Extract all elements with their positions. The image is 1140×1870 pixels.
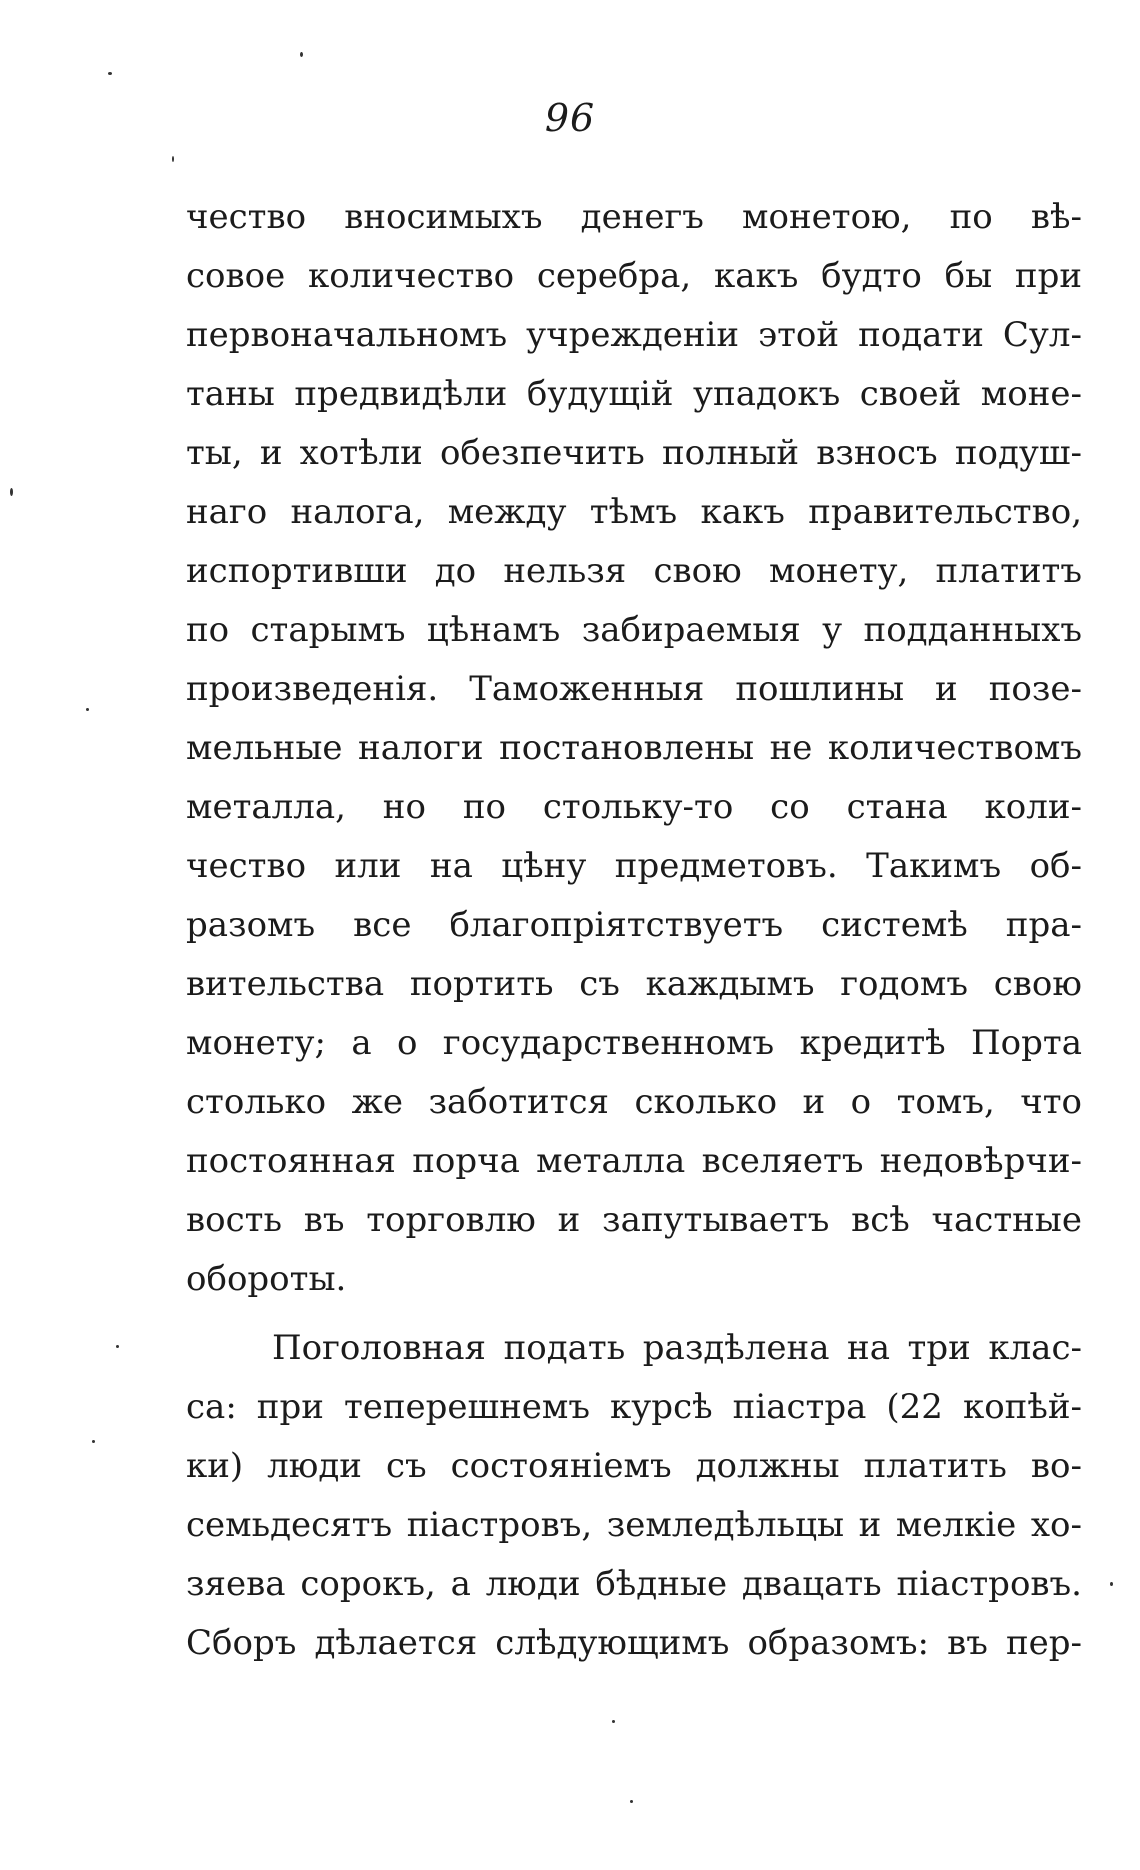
- text-line: столько же заботится сколько и о томъ, что: [186, 1082, 1082, 1122]
- text-line: таны предвидѣли будущій упадокъ своей моне-: [186, 374, 1082, 414]
- scan-speck: [108, 72, 112, 75]
- page-number: 96: [544, 96, 596, 140]
- text-line: первоначальномъ учрежденіи этой подати Сул-: [186, 315, 1082, 355]
- text-line: обороты.: [186, 1259, 347, 1299]
- text-line: испортивши до нельзя свою монету, платитъ: [186, 551, 1082, 591]
- text-line: Сборъ дѣлается слѣдующимъ образомъ: въ пер-: [186, 1623, 1082, 1663]
- text-line: зяева сорокъ, а люди бѣдные двацать піастровъ.: [186, 1564, 1082, 1604]
- scan-speck: [612, 1720, 615, 1723]
- text-line: по старымъ цѣнамъ забираемыя у подданныхъ: [186, 610, 1082, 650]
- text-line: ты, и хотѣли обезпечить полный взносъ подуш-: [186, 433, 1082, 473]
- text-line: са: при теперешнемъ курсѣ піастра (22 копѣй-: [186, 1387, 1082, 1427]
- paragraph-2: [186, 1319, 1082, 1673]
- paragraph-1: [186, 188, 1082, 1309]
- text-line: наго налога, между тѣмъ какъ правительство,: [186, 492, 1082, 532]
- scan-speck: [92, 1440, 95, 1443]
- text-line: чество вносимыхъ денегъ монетою, по вѣ-: [186, 197, 1082, 237]
- scan-speck: [10, 488, 13, 496]
- text-line: монету; а о государственномъ кредитѣ Порта: [186, 1023, 1082, 1063]
- text-line: мельные налоги постановлены не количествомъ: [186, 728, 1082, 768]
- text-line: произведенія. Таможенныя пошлины и позе-: [186, 669, 1082, 709]
- scan-speck: [116, 1345, 119, 1348]
- scan-speck: [630, 1800, 633, 1803]
- text-line: Поголовная подать раздѣлена на три клас-: [272, 1328, 1082, 1368]
- text-line: семьдесятъ піастровъ, земледѣльцы и мелкіе хо-: [186, 1505, 1082, 1545]
- text-line: вость въ торговлю и запутываетъ всѣ частные: [186, 1200, 1082, 1240]
- scan-speck: [172, 156, 174, 162]
- text-line: разомъ все благопріятствуетъ системѣ пра-: [186, 905, 1082, 945]
- text-line: вительства портить съ каждымъ годомъ свою: [186, 964, 1082, 1004]
- text-line: ки) люди съ состояніемъ должны платить во-: [186, 1446, 1082, 1486]
- text-line: чество или на цѣну предметовъ. Такимъ об-: [186, 846, 1082, 886]
- body-text: [186, 188, 1082, 1673]
- scan-speck: [300, 52, 303, 57]
- scan-speck: [1110, 1582, 1113, 1586]
- paragraph-gap: [186, 1309, 1082, 1319]
- text-line: совое количество серебра, какъ будто бы при: [186, 256, 1082, 296]
- text-line: металла, но по стольку-то со стана коли-: [186, 787, 1082, 827]
- scan-speck: [86, 708, 89, 711]
- text-line: постоянная порча металла вселяетъ недовѣрчи-: [186, 1141, 1082, 1181]
